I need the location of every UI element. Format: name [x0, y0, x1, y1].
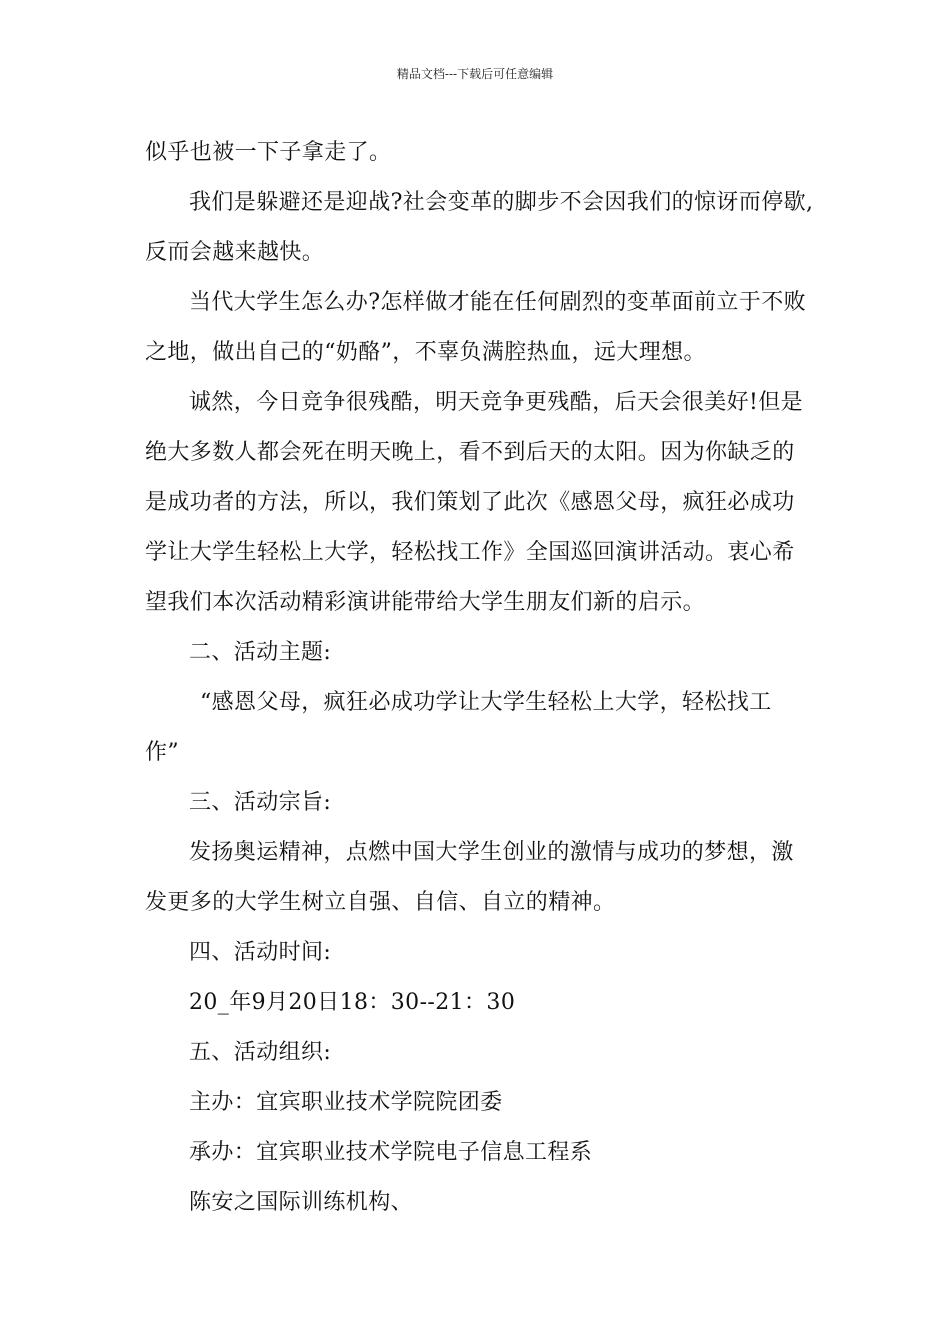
- paragraph-line: 当代大学生怎么办?怎样做才能在任何剧烈的变革面前立于不败: [189, 290, 806, 315]
- section-heading: 二、活动主题:: [189, 640, 332, 665]
- organizer-line: 陈安之国际训练机构、: [189, 1190, 414, 1215]
- organizer-line: 主办：宜宾职业技术学院院团委: [189, 1090, 503, 1115]
- theme-quote-line: “感恩父母，疯狂必成功学让大学生轻松上大学，轻松找工: [200, 690, 772, 715]
- section-heading: 四、活动时间:: [189, 940, 332, 965]
- paragraph-line: 发更多的大学生树立自强、自信、自立的精神。: [145, 890, 616, 915]
- paragraph-line: 反而会越来越快。: [145, 240, 325, 265]
- event-time: 20_年9月20日18：30--21：30: [189, 990, 516, 1015]
- paragraph-line: 是成功者的方法，所以，我们策划了此次《感恩父母，疯狂必成功: [145, 490, 795, 515]
- paragraph-line: 绝大多数人都会死在明天晚上，看不到后天的太阳。因为你缺乏的: [145, 440, 795, 465]
- paragraph-line: 发扬奥运精神，点燃中国大学生创业的激情与成功的梦想，激: [189, 840, 794, 865]
- paragraph-line: 诚然，今日竞争很残酷，明天竞争更残酷，后天会很美好!但是: [189, 390, 804, 415]
- page-header: 精品文档---下载后可任意编辑: [396, 67, 554, 81]
- theme-quote-line: 作”: [145, 740, 180, 765]
- paragraph-line: 学让大学生轻松上大学，轻松找工作》全国巡回演讲活动。衷心希: [145, 540, 795, 565]
- paragraph-line: 我们是躲避还是迎战?社会变革的脚步不会因我们的惊讶而停歇,: [189, 190, 814, 215]
- paragraph-line: 望我们本次活动精彩演讲能带给大学生朋友们新的启示。: [145, 590, 706, 615]
- paragraph-line: 之地，做出自己的“奶酪”，不辜负满腔热血，远大理想。: [145, 340, 706, 365]
- document-body: [145, 128, 814, 1228]
- section-heading: 三、活动宗旨:: [189, 790, 332, 815]
- section-heading: 五、活动组织:: [189, 1040, 332, 1065]
- organizer-line: 承办：宜宾职业技术学院电子信息工程系: [189, 1140, 593, 1165]
- paragraph-line: 似乎也被一下子拿走了。: [145, 140, 392, 165]
